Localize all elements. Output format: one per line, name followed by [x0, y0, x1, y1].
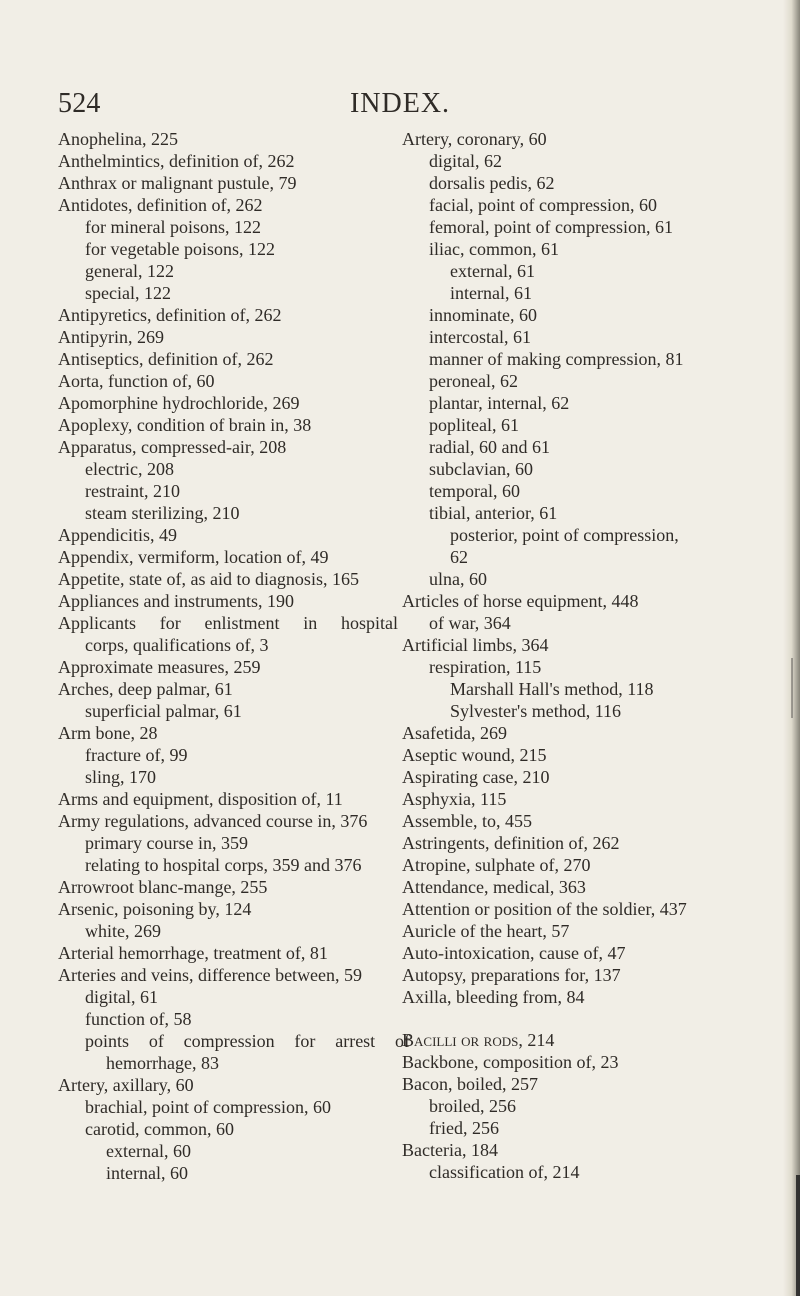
index-subentry: radial, 60 and 61 [429, 437, 550, 457]
index-subentry: dorsalis pedis, 62 [429, 173, 555, 193]
index-entry: Arteries and veins, difference between, 59 [58, 965, 363, 985]
index-subentry: digital, 61 [85, 987, 158, 1007]
index-entry: Apparatus, compressed-air, 208 [58, 437, 287, 457]
index-entry: Bacon, boiled, 257 [402, 1074, 538, 1094]
index-entry: Artery, axillary, 60 [58, 1075, 194, 1095]
index-subentry: external, 60 [106, 1141, 191, 1161]
index-subentry: posterior, point of compression, [450, 525, 679, 545]
index-subentry: fried, 256 [429, 1118, 499, 1138]
index-subentry: manner of making compression, 81 [429, 349, 684, 369]
index-subentry: ulna, 60 [429, 569, 487, 589]
index-subentry: Sylvester's method, 116 [450, 701, 622, 721]
index-entry: Appendix, vermiform, location of, 49 [58, 547, 329, 567]
index-continuation: hemorrhage, 83 [106, 1053, 219, 1073]
right-index-column [402, 128, 747, 1183]
index-entry: Applicants for enlistment in hospital [58, 613, 398, 633]
index-entry: Asphyxia, 115 [402, 789, 507, 809]
index-subentry: relating to hospital corps, 359 and 376 [85, 855, 362, 875]
index-subentry: femoral, point of compression, 61 [429, 217, 673, 237]
index-subentry: fracture of, 99 [85, 745, 188, 765]
index-entry: Appliances and instruments, 190 [58, 591, 294, 611]
index-subentry: peroneal, 62 [429, 371, 518, 391]
index-subentry: carotid, common, 60 [85, 1119, 234, 1139]
page-title: INDEX. [349, 88, 451, 119]
index-entry: Axilla, bleeding from, 84 [402, 987, 585, 1007]
index-entry: Assemble, to, 455 [402, 811, 532, 831]
index-entry: Aseptic wound, 215 [402, 745, 547, 765]
index-subentry: steam sterilizing, 210 [85, 503, 240, 523]
index-subentry: respiration, 115 [429, 657, 542, 677]
index-subentry: intercostal, 61 [429, 327, 531, 347]
index-entry: Anthrax or malignant pustule, 79 [58, 173, 297, 193]
index-subentry: subclavian, 60 [429, 459, 533, 479]
index-subentry: facial, point of compression, 60 [429, 195, 657, 215]
index-entry: Auricle of the heart, 57 [402, 921, 570, 941]
index-subentry: innominate, 60 [429, 305, 537, 325]
index-entry: Anthelmintics, definition of, 262 [58, 151, 295, 171]
index-subentry: of war, 364 [429, 613, 511, 633]
index-subentry: temporal, 60 [429, 481, 520, 501]
index-subentry: internal, 60 [106, 1163, 188, 1183]
index-subentry: superficial palmar, 61 [85, 701, 242, 721]
index-entry: Arsenic, poisoning by, 124 [58, 899, 252, 919]
index-subentry: points of compression for arrest of [85, 1031, 410, 1051]
index-subentry: function of, 58 [85, 1009, 192, 1029]
index-entry: Backbone, composition of, 23 [402, 1052, 619, 1072]
index-entry: Attention or position of the soldier, 437 [402, 899, 687, 919]
index-subentry: general, 122 [85, 261, 174, 281]
index-subentry: brachial, point of compression, 60 [85, 1097, 331, 1117]
index-subentry: white, 269 [85, 921, 161, 941]
index-subentry: iliac, common, 61 [429, 239, 559, 259]
index-entry: Aspirating case, 210 [402, 767, 550, 787]
index-subentry: primary course in, 359 [85, 833, 248, 853]
left-index-column [58, 128, 408, 1184]
page-edge-mark [796, 1175, 800, 1296]
page-edge-shadow [783, 0, 800, 1296]
index-entry: Appetite, state of, as aid to diagnosis, 165 [58, 569, 359, 589]
index-entry: Approximate measures, 259 [58, 657, 261, 677]
section-gap [402, 1008, 747, 1029]
index-entry: Arterial hemorrhage, treatment of, 81 [58, 943, 328, 963]
index-entry: Attendance, medical, 363 [402, 877, 586, 897]
index-continuation: corps, qualifications of, 3 [85, 635, 269, 655]
index-subentry: tibial, anterior, 61 [429, 503, 558, 523]
index-subentry: sling, 170 [85, 767, 157, 787]
index-subentry: electric, 208 [85, 459, 174, 479]
index-subentry: special, 122 [85, 283, 171, 303]
index-entry: Autopsy, preparations for, 137 [402, 965, 621, 985]
index-subentry: popliteal, 61 [429, 415, 519, 435]
index-entry: Antipyretics, definition of, 262 [58, 305, 282, 325]
index-entry: Army regulations, advanced course in, 376 [58, 811, 368, 831]
index-entry: Artery, coronary, 60 [402, 129, 547, 149]
index-entry: Asafetida, 269 [402, 723, 507, 743]
index-subentry: plantar, internal, 62 [429, 393, 570, 413]
index-subentry: external, 61 [450, 261, 535, 281]
index-continuation: 62 [450, 547, 468, 567]
index-subentry: for mineral poisons, 122 [85, 217, 261, 237]
index-subentry: internal, 61 [450, 283, 532, 303]
index-entry: Appendicitis, 49 [58, 525, 177, 545]
index-entry: Atropine, sulphate of, 270 [402, 855, 591, 875]
index-entry: Anophelina, 225 [58, 129, 178, 149]
index-subentry: restraint, 210 [85, 481, 180, 501]
index-entry: Bacilli or rods, 214 [402, 1030, 555, 1050]
index-subentry: for vegetable poisons, 122 [85, 239, 275, 259]
index-entry: Arms and equipment, disposition of, 11 [58, 789, 343, 809]
index-entry: Antidotes, definition of, 262 [58, 195, 263, 215]
index-entry: Antiseptics, definition of, 262 [58, 349, 274, 369]
index-entry: Astringents, definition of, 262 [402, 833, 620, 853]
index-entry: Aorta, function of, 60 [58, 371, 215, 391]
page-edge-mark [791, 658, 793, 718]
index-entry: Apomorphine hydrochloride, 269 [58, 393, 300, 413]
index-entry: Auto-intoxication, cause of, 47 [402, 943, 626, 963]
index-entry: Artificial limbs, 364 [402, 635, 549, 655]
index-subentry: classification of, 214 [429, 1162, 580, 1182]
index-subentry: broiled, 256 [429, 1096, 516, 1116]
index-entry: Arm bone, 28 [58, 723, 158, 743]
index-entry: Bacteria, 184 [402, 1140, 498, 1160]
page-number: 524 [58, 88, 101, 119]
index-entry: Antipyrin, 269 [58, 327, 164, 347]
index-entry: Arrowroot blanc-mange, 255 [58, 877, 268, 897]
index-subentry: Marshall Hall's method, 118 [450, 679, 654, 699]
index-entry: Arches, deep palmar, 61 [58, 679, 233, 699]
index-subentry: digital, 62 [429, 151, 502, 171]
index-entry: Articles of horse equipment, 448 [402, 591, 639, 611]
index-entry: Apoplexy, condition of brain in, 38 [58, 415, 312, 435]
